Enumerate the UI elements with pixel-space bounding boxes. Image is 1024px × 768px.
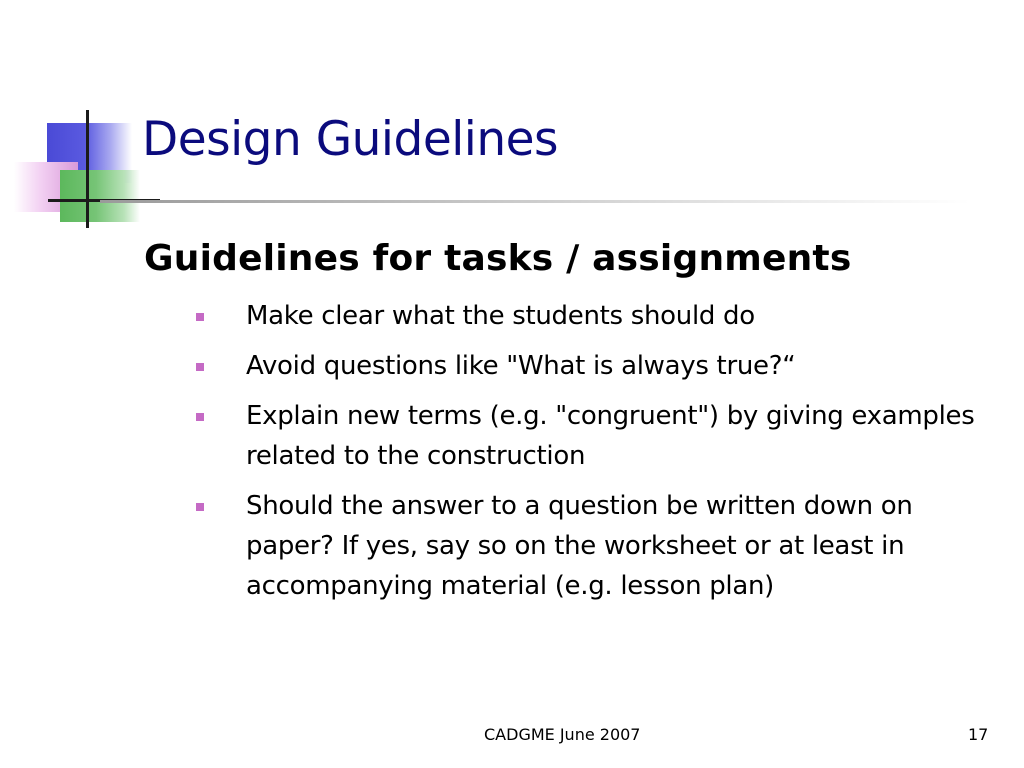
square-bullet-icon — [196, 413, 204, 421]
square-bullet-icon — [196, 313, 204, 321]
bullet-list — [196, 296, 996, 616]
square-bullet-icon — [196, 503, 204, 511]
bullet-item — [196, 396, 996, 476]
section-heading: Guidelines for tasks / assignments — [144, 238, 852, 279]
bullet-item — [196, 296, 996, 336]
bullet-text: Explain new terms (e.g. "congruent") by giving examples related to the construction — [246, 401, 975, 471]
vertical-line — [86, 110, 89, 228]
bullet-item — [196, 486, 996, 606]
footer-text: CADGME June 2007 — [484, 725, 641, 744]
decorative-squares-logo — [0, 0, 160, 240]
green-square — [60, 170, 140, 222]
page-number: 17 — [968, 725, 989, 744]
bullet-text: Avoid questions like "What is always true?“ — [246, 351, 796, 381]
slide-title: Design Guidelines — [142, 112, 559, 167]
bullet-text: Make clear what the students should do — [246, 301, 755, 331]
bullet-item — [196, 346, 996, 386]
square-bullet-icon — [196, 363, 204, 371]
bullet-text: Should the answer to a question be written down on paper? If yes, say so on the worksheet or at least in accompanying material (e.g. lesson plan) — [246, 491, 913, 601]
title-underline — [100, 200, 970, 203]
